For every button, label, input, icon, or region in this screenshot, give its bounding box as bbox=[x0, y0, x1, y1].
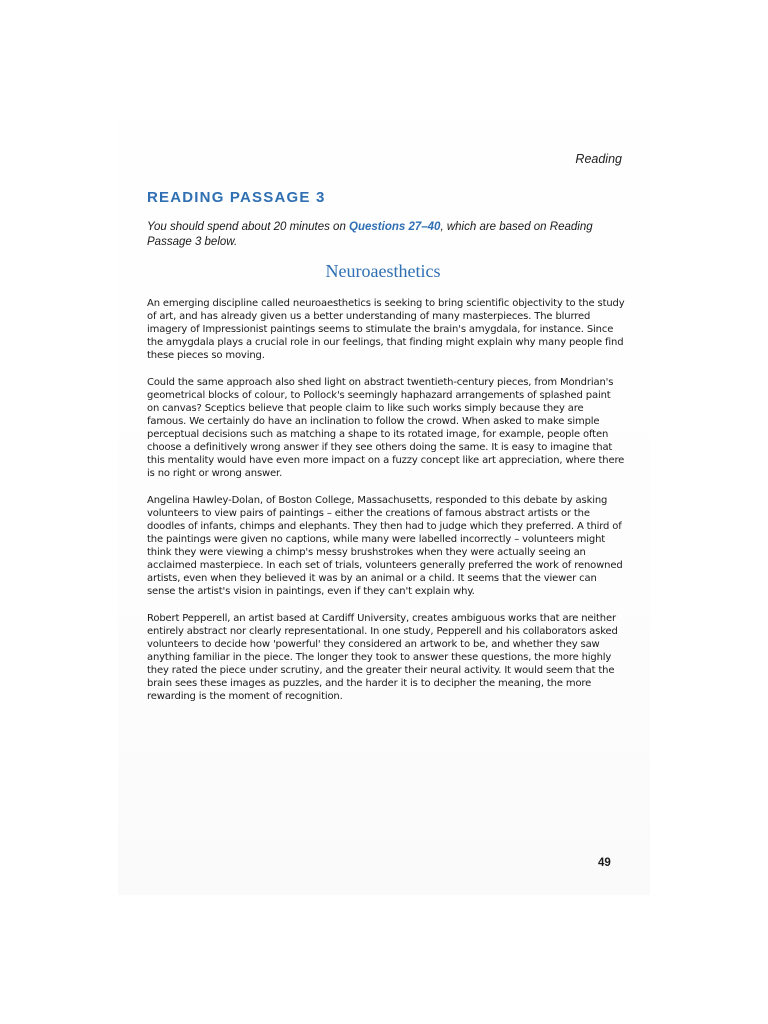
paragraph: An emerging discipline called neuroaesthetics is seeking to bring scientific objectivity to the study of art, and has already given us a better understanding of many masterpieces. The blurred imagery of Impressionist paintings seems to stimulate the brain's amygdala, for instance. Since the amygdala plays a crucial role in our feelings, that finding might explain why many people find these pieces so moving. bbox=[147, 298, 625, 362]
paragraph: Angelina Hawley-Dolan, of Boston College, Massachusetts, responded to this debate by asking volunteers to view pairs of paintings – either the creations of famous abstract artists or the doodles of infants, chimps and elephants. They then had to judge which they preferred. A third of the paintings were given no captions, while many were labelled incorrectly – volunteers might think they were viewing a chimp's messy brushstrokes when they were actually seeing an acclaimed masterpiece. In each set of trials, volunteers generally preferred the work of renowned artists, even when they believed it was by an animal or a child. It seems that the viewer can sense the artist's vision in paintings, even if they can't explain why. bbox=[147, 494, 623, 598]
passage-body bbox=[147, 297, 625, 716]
paragraph: Could the same approach also shed light on abstract twentieth-century pieces, from Mondrian's geometrical blocks of colour, to Pollock's seemingly haphazard arrangements of splashed paint on canvas? Sceptics believe that people claim to like such works simply because they are famous. We certainly do have an inclination to follow the crowd. When asked to make simple perceptual decisions such as matching a shape to its rotated image, for example, people often choose a definitively wrong answer if they see others doing the same. It is easy to imagine that this mentality would have even more impact on a fuzzy concept like art appreciation, where there is no right or wrong answer. bbox=[147, 376, 625, 480]
instruction-text bbox=[147, 220, 627, 250]
passage-heading: READING PASSAGE 3 bbox=[147, 189, 326, 206]
questions-reference: Questions 27–40 bbox=[349, 221, 441, 233]
paragraph: Robert Pepperell, an artist based at Cardiff University, creates ambiguous works that are neither entirely abstract nor clearly representational. In one study, Pepperell and his collaborators asked volunteers to decide how 'powerful' they considered an artwork to be, and whether they saw anything familiar in the piece. The longer they took to answer these questions, the more highly they rated the piece under scrutiny, and the greater their neural activity. It would seem that the brain sees these images as puzzles, and the harder it is to decipher the meaning, the more rewarding is the moment of recognition. bbox=[147, 612, 618, 703]
running-head: Reading bbox=[575, 152, 622, 166]
article-title: Neuroaesthetics bbox=[325, 261, 441, 281]
instruction-lead: You should spend about 20 minutes on bbox=[147, 221, 350, 233]
page-number: 49 bbox=[598, 857, 611, 869]
instruction-tail: , which are based on Reading Passage 3 below. bbox=[147, 221, 593, 248]
